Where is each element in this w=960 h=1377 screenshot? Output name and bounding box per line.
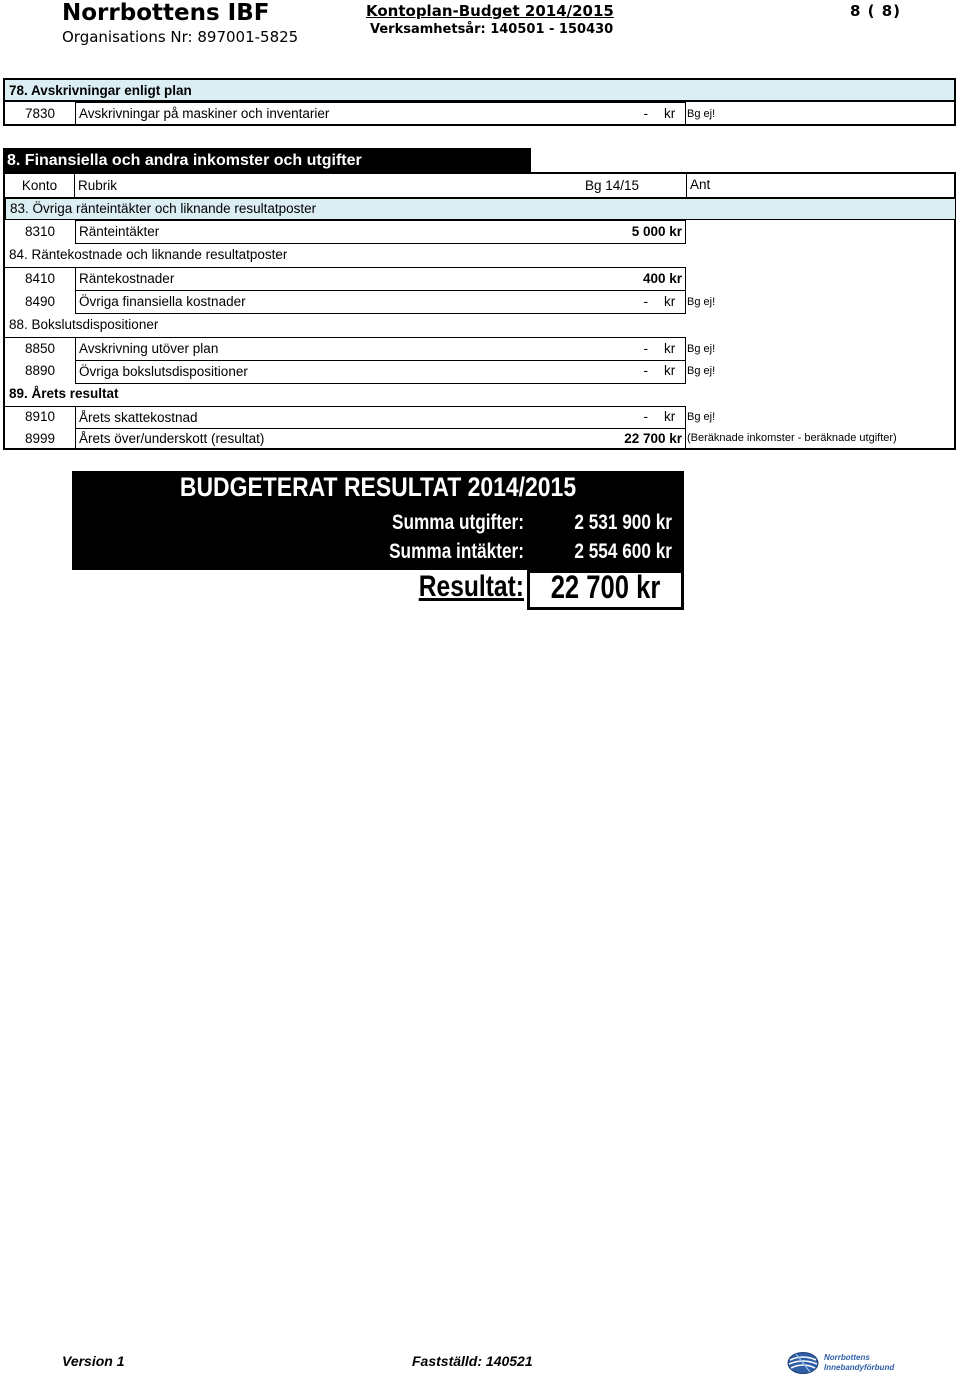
group-83-header (5, 198, 956, 220)
group-88-header (5, 314, 686, 338)
note-8490: Bg ej! (687, 296, 716, 308)
belopp-8490: - (643, 294, 648, 309)
note-8910: Bg ej! (687, 411, 716, 423)
result-label: Resultat: (418, 570, 524, 603)
page-number: 8 ( 8) (850, 2, 902, 20)
result-value: 22 700 kr (550, 569, 661, 605)
fiscal-period: Verksamhetsår: 140501 - 150430 (370, 22, 614, 37)
section-8-title: 8. Finansiella och andra inkomster och utgifter (3, 148, 531, 173)
konto-8310: 8310 (24, 224, 56, 239)
federation-logo (786, 1350, 910, 1376)
unit-8910: kr (664, 409, 676, 424)
note-7830: Bg ej! (687, 108, 716, 120)
rubrik-7830: Avskrivningar på maskiner och inventarier (75, 102, 686, 126)
org-name: Norrbottens IBF (62, 0, 270, 26)
konto-7830: 7830 (24, 106, 56, 121)
konto-8890: 8890 (24, 363, 56, 378)
rubrik-8310: Ränteintäkter (75, 220, 686, 244)
note-8850: Bg ej! (687, 343, 716, 355)
col-konto-header: Konto (5, 174, 75, 198)
group-89-title: 89. Årets resultat (9, 386, 119, 401)
group-84-title: 84. Räntekostnade och liknande resultatposter (9, 247, 288, 262)
group-84-header (5, 244, 686, 268)
belopp-8310: 5 000 kr (631, 224, 682, 239)
footer-established-date: Fastställd: 140521 (412, 1353, 533, 1369)
rubrik-8850: Avskrivning utöver plan (75, 338, 686, 361)
group-89-header (5, 384, 686, 407)
unit-8490: kr (664, 294, 676, 309)
sum-income-label: Summa intäkter: (389, 540, 524, 563)
note-8890: Bg ej! (687, 365, 716, 377)
rubrik-8999: Årets över/underskott (resultat) (75, 428, 686, 450)
belopp-8910: - (643, 409, 648, 424)
document-title: Kontoplan-Budget 2014/2015 (366, 2, 614, 20)
belopp-8410: 400 kr (642, 271, 682, 286)
globe-logo-icon (786, 1351, 820, 1375)
group-88-title: 88. Bokslutsdispositioner (9, 317, 159, 332)
konto-8850: 8850 (24, 341, 56, 356)
sum-income-value: 2 554 600 kr (574, 540, 672, 563)
unit-7830: kr (664, 106, 676, 121)
note-8999: (Beräknade inkomster - beräknade utgifter) (687, 432, 897, 444)
logo-text-line1: Norrbottens (824, 1353, 870, 1362)
logo-text-line2: Innebandyförbund (824, 1363, 895, 1372)
konto-8910: 8910 (24, 409, 56, 424)
footer-version: Version 1 (62, 1353, 125, 1369)
section-78-header (3, 78, 956, 102)
col-bg-header: Bg 14/15 (584, 178, 639, 193)
section-78-title: 78. Avskrivningar enligt plan (9, 83, 192, 98)
konto-8490: 8490 (24, 294, 56, 309)
org-number: Organisations Nr: 897001-5825 (62, 28, 299, 46)
belopp-8850: - (643, 341, 648, 356)
sum-expenses-label: Summa utgifter: (391, 511, 524, 534)
group-83-title: 83. Övriga ränteintäkter och liknande resultatposter (10, 201, 317, 216)
rubrik-8410: Räntekostnader (75, 268, 686, 291)
section-78-block (3, 78, 956, 126)
belopp-7830: - (643, 106, 648, 121)
sum-expenses-value: 2 531 900 kr (574, 511, 672, 534)
result-title: BUDGETERAT RESULTAT 2014/2015 (179, 472, 577, 502)
belopp-8999: 22 700 kr (624, 431, 682, 446)
col-rubrik-header: Rubrik (75, 174, 686, 198)
unit-8890: kr (664, 363, 676, 378)
section-8-block (3, 172, 956, 450)
konto-8999: 8999 (24, 431, 56, 446)
col-ant-header: Ant (686, 174, 956, 198)
belopp-8890: - (643, 363, 648, 378)
rubrik-8910: Årets skattekostnad (75, 407, 686, 428)
unit-8850: kr (664, 341, 676, 356)
konto-8410: 8410 (24, 271, 56, 286)
rubrik-8890: Övriga bokslutsdispositioner (75, 360, 686, 384)
rubrik-8490: Övriga finansiella kostnader (75, 290, 686, 314)
